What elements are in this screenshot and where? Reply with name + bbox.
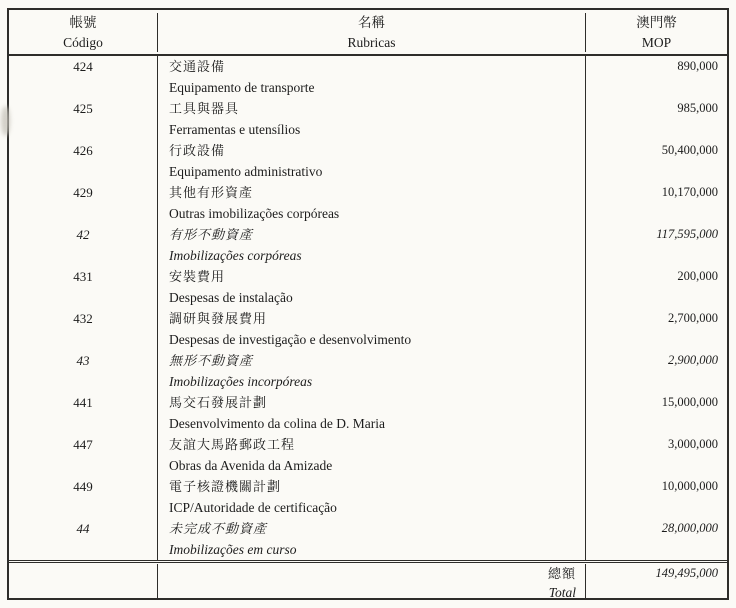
row-amount: 15,000,000 [585, 392, 727, 434]
row-name-pt: Outras imobilizações corpóreas [169, 206, 340, 221]
table-row [9, 224, 727, 266]
table-row [9, 434, 727, 476]
row-code: 42 [76, 227, 90, 242]
row-name-zh: 行政設備 [169, 143, 226, 158]
row-amount: 117,595,000 [585, 224, 727, 266]
row-name-pt: Obras da Avenida da Amizade [169, 458, 333, 473]
table-row [9, 392, 727, 434]
total-label-cell [157, 564, 585, 600]
row-code: 431 [73, 269, 93, 284]
table-row [9, 182, 727, 224]
total-label-zh: 總額 [547, 566, 576, 581]
row-name-pt: Despesas de investigação e desenvolvimento [169, 332, 412, 347]
row-code: 43 [76, 353, 90, 368]
row-name-cell [157, 350, 585, 392]
row-name-cell [157, 518, 585, 560]
row-code: 432 [73, 311, 93, 326]
row-name-zh: 電子核證機關計劃 [169, 479, 282, 494]
row-code: 425 [73, 101, 93, 116]
total-row [9, 560, 727, 600]
header-amount-pt: MOP [641, 34, 672, 50]
row-amount: 28,000,000 [585, 518, 727, 560]
row-amount: 3,000,000 [585, 434, 727, 476]
header-name-zh: 名稱 [358, 15, 385, 30]
row-name-cell [157, 224, 585, 266]
table-row [9, 476, 727, 518]
row-name-cell [157, 98, 585, 140]
row-name-cell [157, 182, 585, 224]
row-name-zh: 工具與器具 [169, 101, 240, 116]
header-amount-zh: 澳門幣 [636, 15, 677, 30]
row-name-pt: Equipamento administrativo [169, 164, 323, 179]
row-code: 441 [73, 395, 93, 410]
header-amount-column [585, 13, 727, 52]
row-name-zh: 交通設備 [169, 59, 226, 74]
budget-table [7, 8, 729, 600]
row-code: 426 [73, 143, 93, 158]
row-amount: 200,000 [585, 266, 727, 308]
row-amount: 10,170,000 [585, 182, 727, 224]
header-name-column [157, 13, 585, 52]
row-name-zh: 調研與發展費用 [169, 311, 268, 326]
row-name-cell [157, 308, 585, 350]
row-name-cell [157, 266, 585, 308]
row-code: 44 [76, 521, 90, 536]
table-row [9, 140, 727, 182]
row-name-pt: Ferramentas e utensílios [169, 122, 301, 137]
row-amount: 890,000 [585, 56, 727, 98]
table-row [9, 266, 727, 308]
row-name-zh: 有形不動資產 [169, 227, 254, 242]
row-code: 449 [73, 479, 93, 494]
table-body [9, 56, 727, 560]
row-name-pt: ICP/Autoridade de certificação [169, 500, 337, 515]
table-header [9, 10, 727, 56]
row-name-pt: Imobilizações incorpóreas [169, 374, 313, 389]
row-name-zh: 無形不動資產 [169, 353, 254, 368]
row-name-zh: 未完成不動資產 [169, 521, 268, 536]
row-name-zh: 馬交石發展計劃 [169, 395, 268, 410]
row-name-pt: Imobilizações corpóreas [169, 248, 302, 263]
header-name-pt: Rubricas [347, 34, 396, 50]
row-name-cell [157, 434, 585, 476]
table-row [9, 56, 727, 98]
row-code: 447 [73, 437, 93, 452]
table-row [9, 518, 727, 560]
row-name-pt: Imobilizações em curso [169, 542, 297, 557]
row-name-zh: 友誼大馬路郵政工程 [169, 437, 296, 452]
table-row [9, 350, 727, 392]
row-name-cell [157, 476, 585, 518]
row-name-cell [157, 140, 585, 182]
row-code: 429 [73, 185, 93, 200]
row-name-cell [157, 392, 585, 434]
row-amount: 985,000 [585, 98, 727, 140]
header-code-column [9, 13, 157, 52]
row-amount: 50,400,000 [585, 140, 727, 182]
header-code-pt: Código [63, 34, 103, 50]
row-name-pt: Desenvolvimento da colina de D. Maria [169, 416, 385, 431]
table-row [9, 98, 727, 140]
table-row [9, 308, 727, 350]
scan-smudge [1, 106, 10, 136]
row-amount: 2,900,000 [585, 350, 727, 392]
row-name-cell [157, 56, 585, 98]
total-code-cell [9, 564, 157, 600]
total-label-pt: Total [548, 585, 576, 600]
row-code: 424 [73, 59, 93, 74]
total-amount: 149,495,000 [585, 564, 727, 600]
row-name-pt: Equipamento de transporte [169, 80, 315, 95]
header-code-zh: 帳號 [69, 15, 97, 30]
row-amount: 10,000,000 [585, 476, 727, 518]
row-name-pt: Despesas de instalação [169, 290, 293, 305]
row-amount: 2,700,000 [585, 308, 727, 350]
row-name-zh: 安裝費用 [169, 269, 226, 284]
row-name-zh: 其他有形資產 [169, 185, 254, 200]
